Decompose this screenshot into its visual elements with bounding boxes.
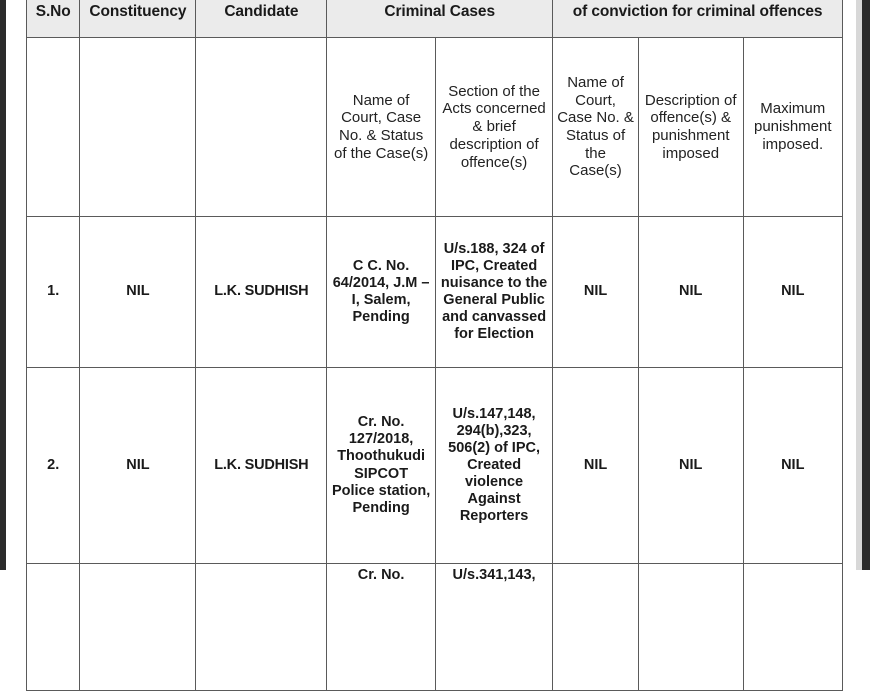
sub-header-conviction-description: Description of offence(s) & punishment imposed [638, 38, 743, 217]
cell-constituency [80, 564, 196, 691]
cell-maximum-punishment [743, 564, 842, 691]
sub-header-candidate [196, 38, 327, 217]
cell-case-court: C C. No. 64/2014, J.M – I, Salem, Pending [327, 217, 436, 368]
sub-header-case-section: Section of the Acts concerned & brief description of offence(s) [435, 38, 552, 217]
sub-header-maximum-punishment: Maximum punishment imposed. [743, 38, 842, 217]
group-header-constituency: Constituency [80, 0, 196, 38]
cell-sno: 2. [27, 368, 80, 564]
page-edge-left [0, 0, 6, 570]
cell-candidate: L.K. SUDHISH [196, 217, 327, 368]
sub-header-case-court: Name of Court, Case No. & Status of the Case(s) [327, 38, 436, 217]
sub-header-constituency [80, 38, 196, 217]
group-header-sno: S.No [27, 0, 80, 38]
cell-conviction-description: NIL [638, 368, 743, 564]
criminal-cases-table [26, 0, 843, 691]
group-header-criminal-cases: Criminal Cases [327, 0, 553, 38]
cell-case-section: U/s.341,143, [435, 564, 552, 691]
cell-sno: 1. [27, 217, 80, 368]
cell-conviction-description: NIL [638, 217, 743, 368]
cell-case-court: Cr. No. 127/2018, Thoothukudi SIPCOT Police station, Pending [327, 368, 436, 564]
cell-maximum-punishment: NIL [743, 217, 842, 368]
table-row [27, 564, 843, 691]
cell-maximum-punishment: NIL [743, 368, 842, 564]
table-sub-header-row [27, 38, 843, 217]
table-row [27, 368, 843, 564]
cell-case-court: Cr. No. [327, 564, 436, 691]
table-row [27, 217, 843, 368]
table-group-header-row [27, 0, 843, 38]
cell-sno [27, 564, 80, 691]
cell-candidate [196, 564, 327, 691]
sub-header-conviction-court: Name of Court, Case No. & Status of the Case(s) [553, 38, 639, 217]
cell-candidate: L.K. SUDHISH [196, 368, 327, 564]
cell-conviction-court: NIL [553, 217, 639, 368]
cell-conviction-court [553, 564, 639, 691]
page-edge-right [862, 0, 870, 570]
cell-constituency: NIL [80, 368, 196, 564]
cell-case-section: U/s.188, 324 of IPC, Created nuisance to the General Public and canvassed for Election [435, 217, 552, 368]
cell-conviction-description [638, 564, 743, 691]
sub-header-sno [27, 38, 80, 217]
group-header-convictions: of conviction for criminal offences [553, 0, 843, 38]
cell-constituency: NIL [80, 217, 196, 368]
cell-case-section: U/s.147,148, 294(b),323, 506(2) of IPC, Created violence Against Reporters [435, 368, 552, 564]
group-header-candidate: Candidate [196, 0, 327, 38]
cell-conviction-court: NIL [553, 368, 639, 564]
